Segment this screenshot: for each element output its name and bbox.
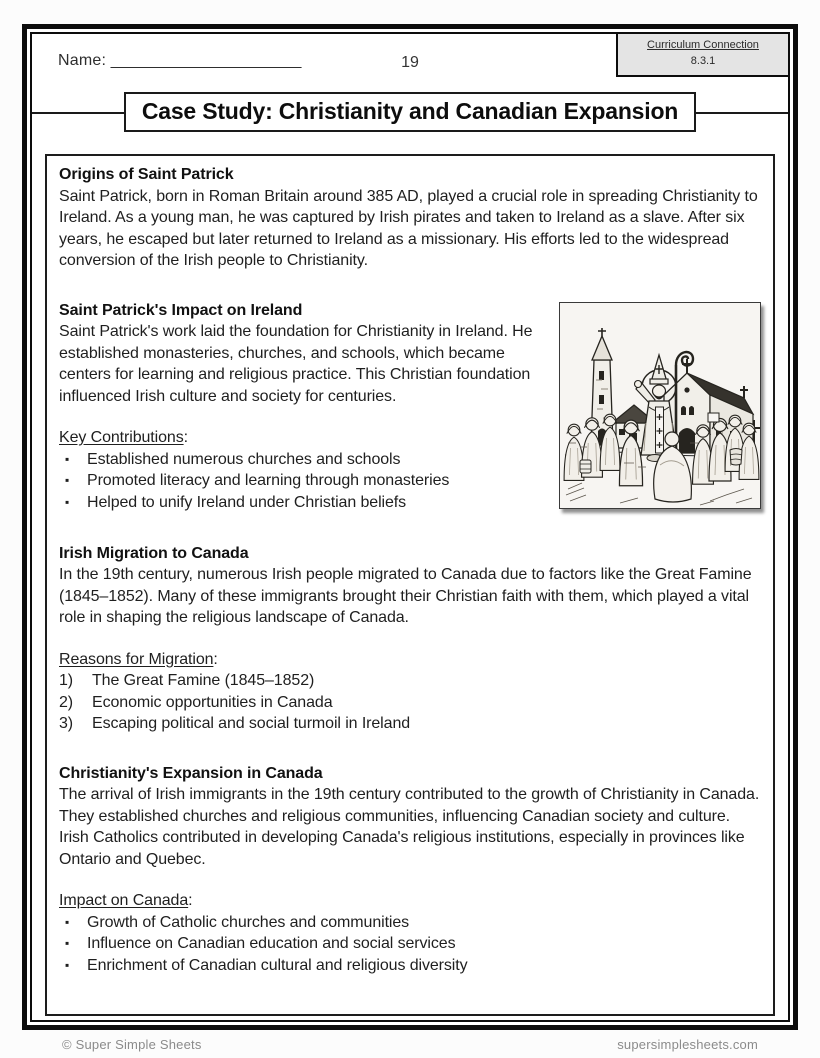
name-label: Name: [58,52,107,69]
sub-label: Impact on Canada: [59,892,193,909]
list-item: 2) Economic opportunities in Canada [59,693,333,711]
sub-label: Key Contributions: [59,429,188,446]
saint-patrick-illustration [559,302,761,509]
section-impact-ireland [59,300,761,515]
curriculum-title: Curriculum Connection [647,39,759,51]
list-item: ▪ Established numerous churches and schools [59,449,545,471]
curriculum-code: 8.3.1 [690,54,716,67]
page-frame-inner [30,32,790,1022]
bullet-icon: ▪ [65,451,70,466]
worksheet-header [32,34,788,92]
section-heading: Origins of Saint Patrick [59,166,234,183]
section-body: Saint Patrick, born in Roman Britain around 385 AD, played a crucial role in spreading Christianity to Ireland. As a young man, he was captured by Irish pirates and taken to Ireland as a slave. After six years, he escaped but later returned to Ireland as a missionary. His efforts led to the widespread conversion of the Irish people to Christianity. [59,187,758,269]
list-item: ▪ Promoted literacy and learning through monasteries [59,470,545,492]
section-body: In the 19th century, numerous Irish people migrated to Canada due to factors like the Great Famine (1845–1852). Many of these immigrants brought their Christian faith with them, which played a vital role in shaping the religious landscape of Canada. [59,566,752,626]
section-expansion [59,763,761,977]
reasons-block [59,649,761,735]
section-heading: Saint Patrick's Impact on Ireland [59,301,303,319]
bullet-icon: ▪ [65,957,70,972]
section-body: Saint Patrick's work laid the foundation for Christianity in Ireland. He established monasteries, churches, and schools, which became centers for learning and religious practice. This Christian foundation influenced Irish culture and society for centuries. [59,323,533,405]
list-item: ▪ Growth of Catholic churches and communities [59,912,761,934]
page-number: 19 [401,54,419,71]
section-origins [59,164,761,272]
list-item: 3) Escaping political and social turmoil in Ireland [59,715,411,732]
bullet-icon: ▪ [65,494,70,509]
reasons-list [59,670,761,735]
list-item: 1) The Great Famine (1845–1852) [59,672,315,689]
title-band [32,92,788,132]
list-item: ▪ Enrichment of Canadian cultural and religious diversity [59,955,761,977]
bullet-icon: ▪ [65,936,70,950]
sub-label: Reasons for Migration: [59,650,218,668]
curriculum-connection-box [616,34,788,77]
list-item: ▪ Influence on Canadian education and social services [59,933,761,955]
bullet-icon: ▪ [65,473,70,487]
list-item: ▪ Helped to unify Ireland under Christian beliefs [59,492,545,514]
section-heading: Christianity's Expansion in Canada [59,764,323,782]
name-blank-line[interactable]: ________________________ [110,52,301,69]
page-title: Case Study: Christianity and Canadian Expansion [124,92,696,132]
page-footer [62,1037,758,1052]
case-study-content [45,154,775,1016]
impact-canada-list [59,912,761,977]
copyright-text: © Super Simple Sheets [62,1037,202,1052]
section-irish-migration [59,543,761,735]
section-heading: Irish Migration to Canada [59,544,249,562]
section-body: The arrival of Irish immigrants in the 19th century contributed to the growth of Christianity in Canada. They established churches and religious communities, influencing Canadian society and culture. Irish Catholics contributed in developing Canada's religious institutions, especially in provinces like Ontario and Quebec. [59,786,760,868]
website-url: supersimplesheets.com [617,1037,758,1052]
bullet-icon: ▪ [65,914,70,929]
page-frame [22,24,798,1030]
impact-canada-block [59,890,761,976]
